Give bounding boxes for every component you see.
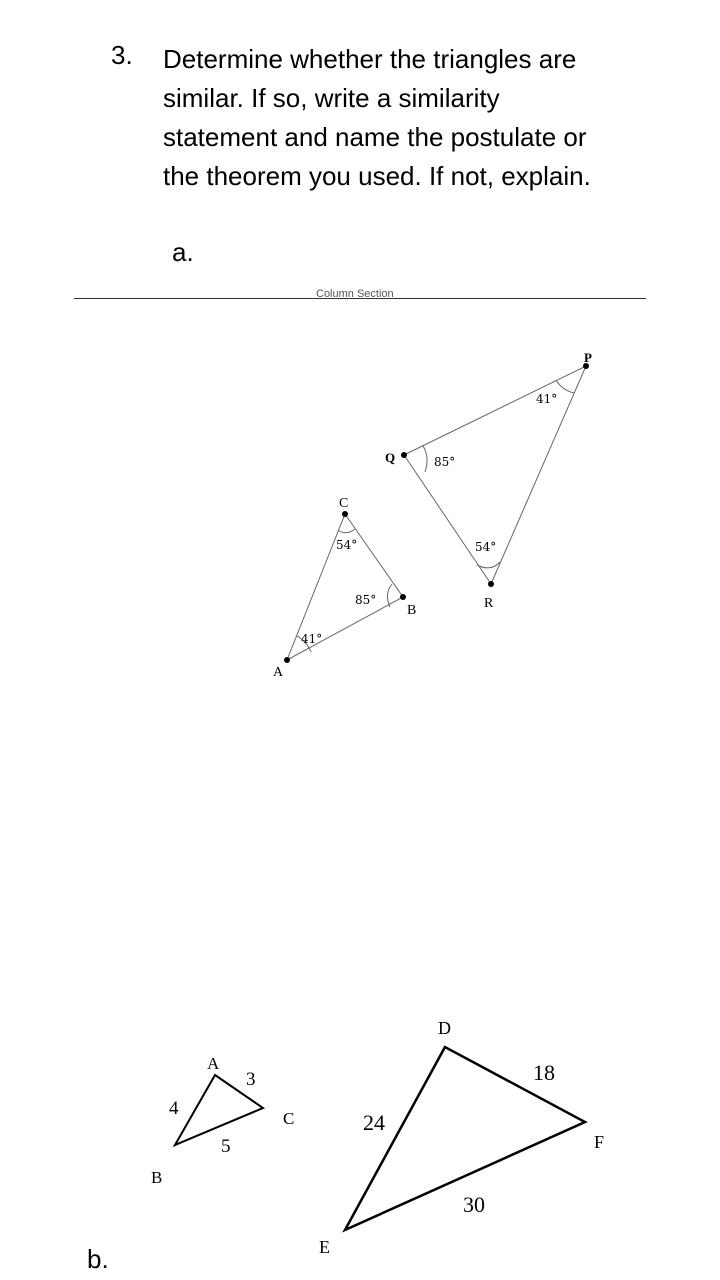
angle-c-arc bbox=[338, 529, 355, 533]
angle-q-arc bbox=[423, 446, 427, 472]
part-a-label: a. bbox=[172, 237, 194, 267]
small-vertex-b-label: B bbox=[151, 1168, 163, 1187]
vertex-c-dot bbox=[342, 511, 348, 517]
vertex-a-label: A bbox=[273, 665, 284, 680]
angle-c-value: 54° bbox=[336, 538, 358, 552]
vertex-p-label: P bbox=[584, 350, 592, 365]
large-vertex-f-label: F bbox=[594, 1132, 605, 1152]
angle-b-value: 85° bbox=[355, 593, 377, 607]
vertex-c-label: C bbox=[339, 496, 349, 511]
question-line-2: similar. If so, write a similarity bbox=[163, 83, 500, 113]
question-line-1: Determine whether the triangles are bbox=[163, 44, 577, 74]
question-line-3: statement and name the postulate or bbox=[163, 122, 587, 152]
question-number: 3. bbox=[111, 40, 133, 70]
angle-p-arc bbox=[556, 380, 574, 393]
side-de-length: 24 bbox=[363, 1110, 385, 1135]
side-ab-length: 4 bbox=[169, 1098, 179, 1119]
small-vertex-c-label: C bbox=[283, 1109, 295, 1128]
side-df-length: 18 bbox=[533, 1060, 555, 1085]
vertex-b-dot bbox=[400, 594, 406, 600]
angle-r-value: 54° bbox=[475, 540, 497, 554]
angle-a-value: 41° bbox=[301, 632, 323, 646]
part-b-label: b. bbox=[87, 1244, 109, 1274]
side-bc-length: 5 bbox=[221, 1136, 231, 1157]
vertex-q-dot bbox=[401, 452, 407, 458]
side-ac-length: 3 bbox=[246, 1069, 256, 1090]
angle-r-arc bbox=[477, 562, 500, 568]
large-vertex-d-label: D bbox=[438, 1018, 451, 1038]
vertex-r-label: R bbox=[484, 596, 494, 611]
large-vertex-e-label: E bbox=[319, 1237, 330, 1257]
angle-q-value: 85° bbox=[434, 455, 456, 469]
vertex-a-dot bbox=[284, 657, 290, 663]
angle-p-value: 41° bbox=[536, 392, 558, 406]
vertex-b-label: B bbox=[407, 603, 417, 618]
column-section-note: Column Section bbox=[316, 288, 394, 300]
small-vertex-a-label: A bbox=[207, 1054, 220, 1073]
vertex-r-dot bbox=[488, 581, 494, 587]
side-ef-length: 30 bbox=[463, 1192, 485, 1217]
question-line-4: the theorem you used. If not, explain. bbox=[163, 161, 591, 191]
vertex-q-label: Q bbox=[385, 450, 396, 465]
